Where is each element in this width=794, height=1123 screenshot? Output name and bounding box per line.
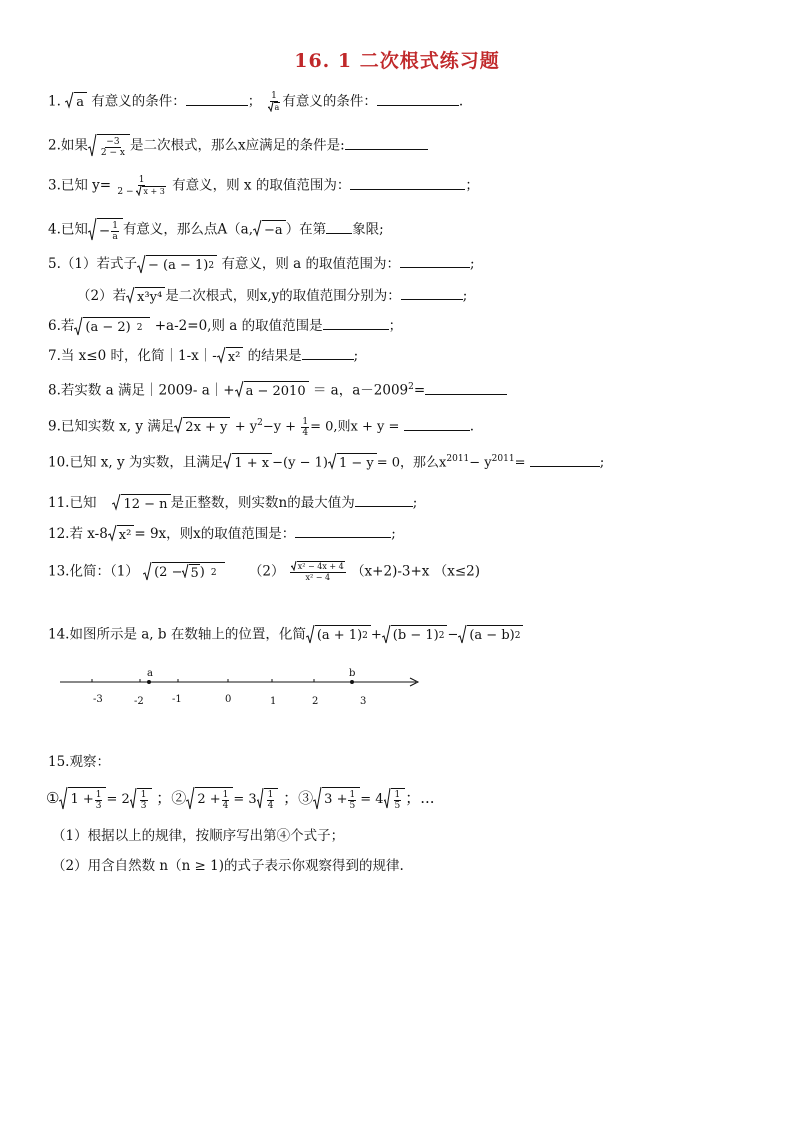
- question-3: 3.已知 y= 1 2 − x + 3 有意义，则 x 的取值范围为： ；: [48, 175, 479, 197]
- answer-blank[interactable]: [377, 92, 459, 106]
- question-15-part-2: （2）用含自然数 n（n ≥ 1)的式子表示你观察得到的规律.: [52, 858, 404, 874]
- answer-blank[interactable]: [323, 316, 389, 330]
- answer-blank[interactable]: [355, 493, 413, 507]
- number-line-axis: [60, 664, 430, 694]
- answer-blank[interactable]: [302, 346, 354, 360]
- radical: (a + 1) 2: [306, 625, 371, 645]
- tick-label: -2: [134, 696, 144, 707]
- point-b: [350, 680, 354, 684]
- radical: 3 + $\frac{1}{5}$: [313, 787, 360, 811]
- fraction: 1 2 − x + 3: [117, 175, 165, 197]
- tick-label: -1: [172, 694, 182, 705]
- answer-blank[interactable]: [401, 286, 463, 300]
- radical: x²: [217, 347, 244, 367]
- question-10: 10.已知 x, y 为实数，且满足 1 + x −(y − 1) 1 − y = 0，那么$x^{2011}- y^{2011}=$ ;: [48, 454, 605, 471]
- radical: x²: [108, 525, 135, 545]
- radical: 12 − n: [112, 494, 170, 514]
- radical: $\frac{-3}{2 - x}$: [88, 134, 130, 158]
- radical: (a − b) 2: [458, 625, 523, 645]
- answer-blank[interactable]: [345, 136, 428, 150]
- tick-label: 0: [225, 694, 232, 705]
- radical: 2x + y: [174, 417, 230, 437]
- answer-blank[interactable]: [326, 220, 352, 234]
- question-14: 14.如图所示是 a, b 在数轴上的位置，化简 (a + 1) 2 + (b − 1) 2 − (a − b) 2: [48, 625, 523, 645]
- radical: − (a − 1) 2: [137, 255, 217, 275]
- radical: − $\frac{1}{a}$: [88, 218, 123, 242]
- radical: 1 + $\frac{1}{3}$: [59, 787, 106, 811]
- radical: −a: [253, 220, 286, 240]
- radical: (a − 2) 2: [74, 317, 150, 337]
- radical: 1 − y: [328, 453, 377, 473]
- number-line: [60, 664, 430, 710]
- q1-number: 1.: [48, 93, 61, 110]
- radical: 1 + x: [223, 453, 272, 473]
- question-5-1: 5.（1）若式子 − (a − 1) 2 有意义，则 a 的取值范围为： ;: [48, 256, 475, 273]
- question-6: 6.若 (a − 2) 2 +a-2=0,则 a 的取值范围是 ；: [48, 318, 403, 335]
- question-15: 15.观察：: [48, 754, 110, 770]
- question-15-part-1: （1）根据以上的规律，按顺序写出第④个式子；: [52, 828, 345, 844]
- question-15-pattern: ① 1 + $\frac{1}{3}$ = 2 $\frac{1}{3}$ ；② 2 + $\frac{1}{4}$ = 3 $\frac{1}{4}$ ；③ 3 + $\frac{1}{5}$ = 4 $\frac{1}{5}$ ；...: [46, 789, 435, 811]
- question-11: 11.已知 12 − n 是正整数，则实数n的最大值为 ;: [48, 495, 418, 512]
- radical: a: [65, 92, 87, 112]
- question-8: 8.若实数 a 满足｜2009- a｜+ a − 2010 ＝ a，$a-2009^2=$: [48, 378, 507, 401]
- tick-label: 2: [312, 696, 319, 707]
- answer-blank[interactable]: [400, 254, 470, 268]
- question-9: 9.已知实数 x, y 满足 2x + y + $y^2-y$ + $\frac{1}{4}$ = 0,则x + y = .: [48, 416, 474, 438]
- question-7: 7.当 x≤0 时，化简｜1-x｜- x² 的结果是 ;: [48, 348, 359, 365]
- question-12: 12.若 x-8 x² = 9x，则x的取值范围是： ;: [48, 526, 396, 543]
- answer-blank[interactable]: [186, 92, 248, 106]
- radical: 2 + $\frac{1}{4}$: [186, 787, 233, 811]
- tick-label: -3: [93, 694, 103, 705]
- answer-blank[interactable]: [530, 453, 600, 467]
- fraction: $\frac{1}{a}$: [267, 91, 282, 113]
- question-5-2: （2）若 x³y⁴ 是二次根式，则x,y的取值范围分别为： ;: [77, 288, 468, 305]
- tick-label: 3: [360, 696, 367, 707]
- question-1: 1. a 有意义的条件： ； $\frac{1}{a}$ 有意义的条件： .: [48, 91, 464, 112]
- tick-label: 1: [270, 696, 277, 707]
- label-a: a: [147, 668, 153, 679]
- answer-blank[interactable]: [425, 381, 507, 395]
- radical: a − 2010: [235, 381, 309, 401]
- fraction: $\frac{\text{x² − 4x + 4}}{\text{x² − 4}}$: [290, 561, 346, 583]
- radical: x³y⁴: [126, 287, 165, 307]
- answer-blank[interactable]: [350, 176, 465, 190]
- radical: (b − 1) 2: [382, 625, 448, 645]
- answer-blank[interactable]: [295, 524, 391, 538]
- radical: (2 − 5 ) 2: [143, 562, 224, 583]
- answer-blank[interactable]: [404, 417, 470, 431]
- question-4: 4.已知 − $\frac{1}{a}$ 有意义，那么点A（a, −a ）在第 象限;: [48, 218, 384, 242]
- point-a: [147, 680, 151, 684]
- label-b: b: [349, 668, 356, 679]
- question-2: 2.如果 $\frac{-3}{2 - x}$ 是二次根式，那么x应满足的条件是:: [48, 134, 428, 158]
- fraction: $\frac{1}{4}$: [302, 416, 309, 438]
- question-13: 13.化简：（1） (2 − 5 ) 2 （2） $\frac{\text{x² − 4x + 4}}{\text{x² − 4}}$ （x+2)-3+x （x≤2): [48, 562, 480, 582]
- page-title: 16. 1 二次根式练习题: [294, 50, 500, 72]
